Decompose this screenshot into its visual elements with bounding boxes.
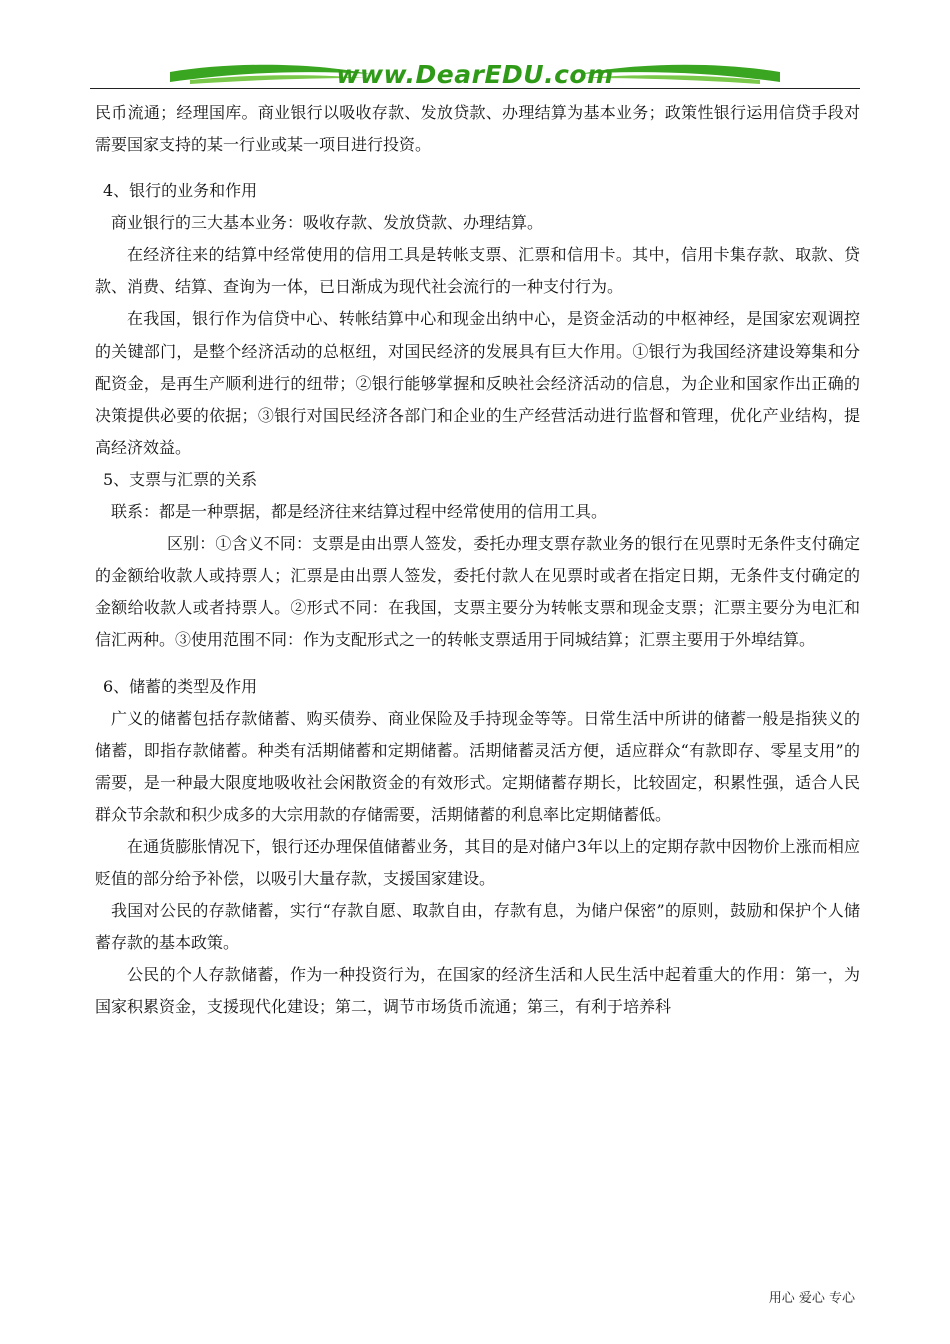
paragraph: 联系：都是一种票据，都是经济往来结算过程中经常使用的信用工具。 <box>111 502 608 522</box>
document-body <box>95 97 860 1023</box>
section-heading-6: 6、储蓄的类型及作用 <box>103 676 258 696</box>
paragraph: 区别：①含义不同：支票是由出票人签发，委托办理支票存款业务的银行在见票时无条件支付确定的金额给收款人或持票人；汇票是由出票人签发，委托付款人在见票时或者在指定日期，无条件支付确定的金额给收款人或者持票人。②形式不同：在我国，支票主要分为转帐支票和现金支票；汇票主要分为电汇和信汇两种。③使用范围不同：作为支配形式之一的转帐支票适用于同城结算；汇票主要用于外埠结算。 <box>95 534 860 650</box>
section-heading-4: 4、银行的业务和作用 <box>103 181 258 201</box>
header-rule <box>90 88 860 89</box>
page-footer: 用心 爱心 专心 <box>768 1291 855 1306</box>
paragraph-continuation: 民币流通；经理国库。商业银行以吸收存款、发放贷款、办理结算为基本业务；政策性银行运用信贷手段对需要国家支持的某一行业或某一项目进行投资。 <box>95 103 860 155</box>
section-heading-5: 5、支票与汇票的关系 <box>103 469 258 489</box>
paragraph: 广义的储蓄包括存款储蓄、购买债券、商业保险及手持现金等等。日常生活中所讲的储蓄一般是指狭义的储蓄，即指存款储蓄。种类有活期储蓄和定期储蓄。活期储蓄灵活方便，适应群众“有款即存、零星支用”的需要，是一种最大限度地吸收社会闲散资金的有效形式。定期储蓄存期长，比较固定，积累性强，适合人民群众节余款和积少成多的大宗用款的存储需要，活期储蓄的利息率比定期储蓄低。 <box>95 708 860 824</box>
paragraph: 在我国，银行作为信贷中心、转帐结算中心和现金出纳中心，是资金活动的中枢神经，是国家宏观调控的关键部门，是整个经济活动的总枢纽，对国民经济的发展具有巨大作用。①银行为我国经济建设筹集和分配资金，是再生产顺利进行的纽带；②银行能够掌握和反映社会经济活动的信息，为企业和国家作出正确的决策提供必要的依据；③银行对国民经济各部门和企业的生产经营活动进行监督和管理，优化产业结构，提高经济效益。 <box>95 309 860 457</box>
site-logo-text: www.DearEDU.com <box>336 60 614 89</box>
page-header <box>90 58 860 92</box>
paragraph: 在通货膨胀情况下，银行还办理保值储蓄业务，其目的是对储户3年以上的定期存款中因物价上涨而相应贬值的部分给予补偿，以吸引大量存款，支援国家建设。 <box>95 836 860 888</box>
paragraph: 公民的个人存款储蓄，作为一种投资行为，在国家的经济生活和人民生活中起着重大的作用：第一，为国家积累资金，支援现代化建设；第二，调节市场货币流通；第三，有利于培养科 <box>95 965 860 1017</box>
paragraph: 我国对公民的存款储蓄，实行“存款自愿、取款自由，存款有息，为储户保密”的原则，鼓励和保护个人储蓄存款的基本政策。 <box>95 901 860 953</box>
paragraph: 商业银行的三大基本业务：吸收存款、发放贷款、办理结算。 <box>111 213 544 233</box>
paragraph: 在经济往来的结算中经常使用的信用工具是转帐支票、汇票和信用卡。其中，信用卡集存款、取款、贷款、消费、结算、查询为一体，已日渐成为现代社会流行的一种支付行为。 <box>95 245 860 297</box>
